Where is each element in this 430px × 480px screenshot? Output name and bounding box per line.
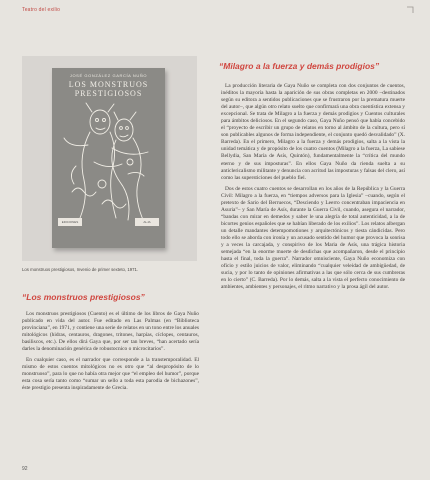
book-cover — [52, 68, 165, 248]
corner-mark-icon — [406, 6, 414, 14]
monster-illustration-icon — [58, 100, 159, 230]
book-tag-left: EDICIONES — [58, 218, 82, 226]
book-title-line-1: LOS MONSTRUOS — [68, 80, 149, 89]
left-article-paragraph: Los monstruos prestigiosos (Cuento) es el último de los libros de Gaya Nuño publicado en vida del autor. Fue editado en Las Palmas (en “Biblioteca provinciana”, en 1971, y contiene una serie de relatos en un tono entre los anuales mitológicos (hidras, centauros, dragones, tritones, harpías, cíclopes, centauros, basiliscos, etc.). De ellos dirá Gaya que, por ser tan breves, “han acertado sería darles la denominación genérica de robustocnico o microcitarios”. — [22, 311, 199, 353]
right-article-paragraph: Dos de estos cuatro cuentos se desarrollan en los años de la República y la Guerra Civil: Milagro a la fuerza, en “tiempos adversos para la Iglesia” –cuando, según el pretexto de Sario del Berruecos, “Desciendo y Leerro concentraban impaciencia en Asuria”– y San María de Asís, durante la Guerra Civil, cuando, asegura el narrador, “bandas con mirar en demedos y saber le una alegría de total autenticidad, a la de bicortes genios españoles que se habían liberado de los exilios”. Los relatos albergan un detalle mandantes detempomotiones y arquitectónicos y tiesta cándicidas. Pero todo ello se aborda con ironía y un acusado sentido del humor que provoca la sonrisa y a veces la carcajada, y conspirivo de los Maria de Asís, una trágica historia semejada “en la enorme muerte de desdichas que acompañaron, desde el principio hasta el final, toda la guerra”. Narrador omnisciente, Gaya Nuño economiza con oficio y estilo juicios de valor, eliminando “cualquier veleidad de ambigüedad, de sucia, y por lo tanto de opiniones afirmativas a las que sólo cerca de sus cumbreras en lo cierto” (C. Barreda). Por lo demás, salta a la vista el perfecto conocimiento de ambientes, ambientes y personajes, el ritmo narrativo y la prosa ágil del autor. — [221, 185, 405, 291]
book-title-line-2: PRESTIGIOSOS — [74, 89, 143, 98]
page-number: 92 — [22, 466, 28, 472]
left-article-paragraph: En cualquier caso, es el narrador que corresponde a la transtemporalidad. El mismo de estos cuentos mitológicos no es otro que “al despropósito de lo monstruoso”, para lo que no había otra mejor que “el empleo del humor”, porque esta cosa sería tanto como “sumar un sello a toda esta parodia de bichazones”, éste prestigio presenta inspiradamente de Grecia. — [22, 357, 199, 392]
right-article-heading: “Milagro a la fuerza y demás prodigios” — [219, 61, 380, 71]
book-author: JOSÉ GONZÁLEZ GARCÍA NUÑO — [69, 73, 148, 78]
image-caption: Los monstruos prestigiosos, Invenio de primer sexteto, 1971. — [22, 267, 139, 272]
right-article-paragraph: La producción literaria de Gaya Nuño se completa con dos conjuntos de cuentos, inéditos la mayoría hasta la aparición de sus obras completas en 2000 –destinados según su editora a sentidos publicaciones que se frustraron por la prematura muerte del autor–, que algún otro relato suelto que confirmará una obra cuentística extensa y excepcional. Se trata de Milagro a la fuerza y demás prodigios y Cuentos culturales para ámbitos deliciosos. En el segundo caso, Gaya Nuño pensó que había concebido el “proyecto de escribir un grupo de relatos en torno al ámbito de la cultura, pero sí son publicables algunos de forma independiente, el conjunto quedó desvalidado” (X. Barreda). En el primero, Milagro a la fuerza y demás prodigios, salta a la vista la unidad temática y de propósito de los cuatro cuentos (Milagro a la fuerza, La sabiese Bellydia, San María de Asís, Quintón), fundamentalmente la “crítica del mundo eterno y de sus imposturas”. En ellos Gaya Nuño da rienda suelta a su anticlericalismo militante y denuncia con acritud las imposturas y falsas del clero, así como las supersticiones del pueblo fiel. — [221, 83, 405, 181]
left-article-body — [22, 311, 199, 397]
book-cover-image — [22, 56, 197, 261]
book-tag-right: ALJA — [135, 218, 159, 226]
section-label: Teatro del exilio — [22, 7, 61, 13]
right-article-body — [221, 83, 405, 295]
left-article-heading: “Los monstruos prestigiosos” — [22, 292, 145, 302]
